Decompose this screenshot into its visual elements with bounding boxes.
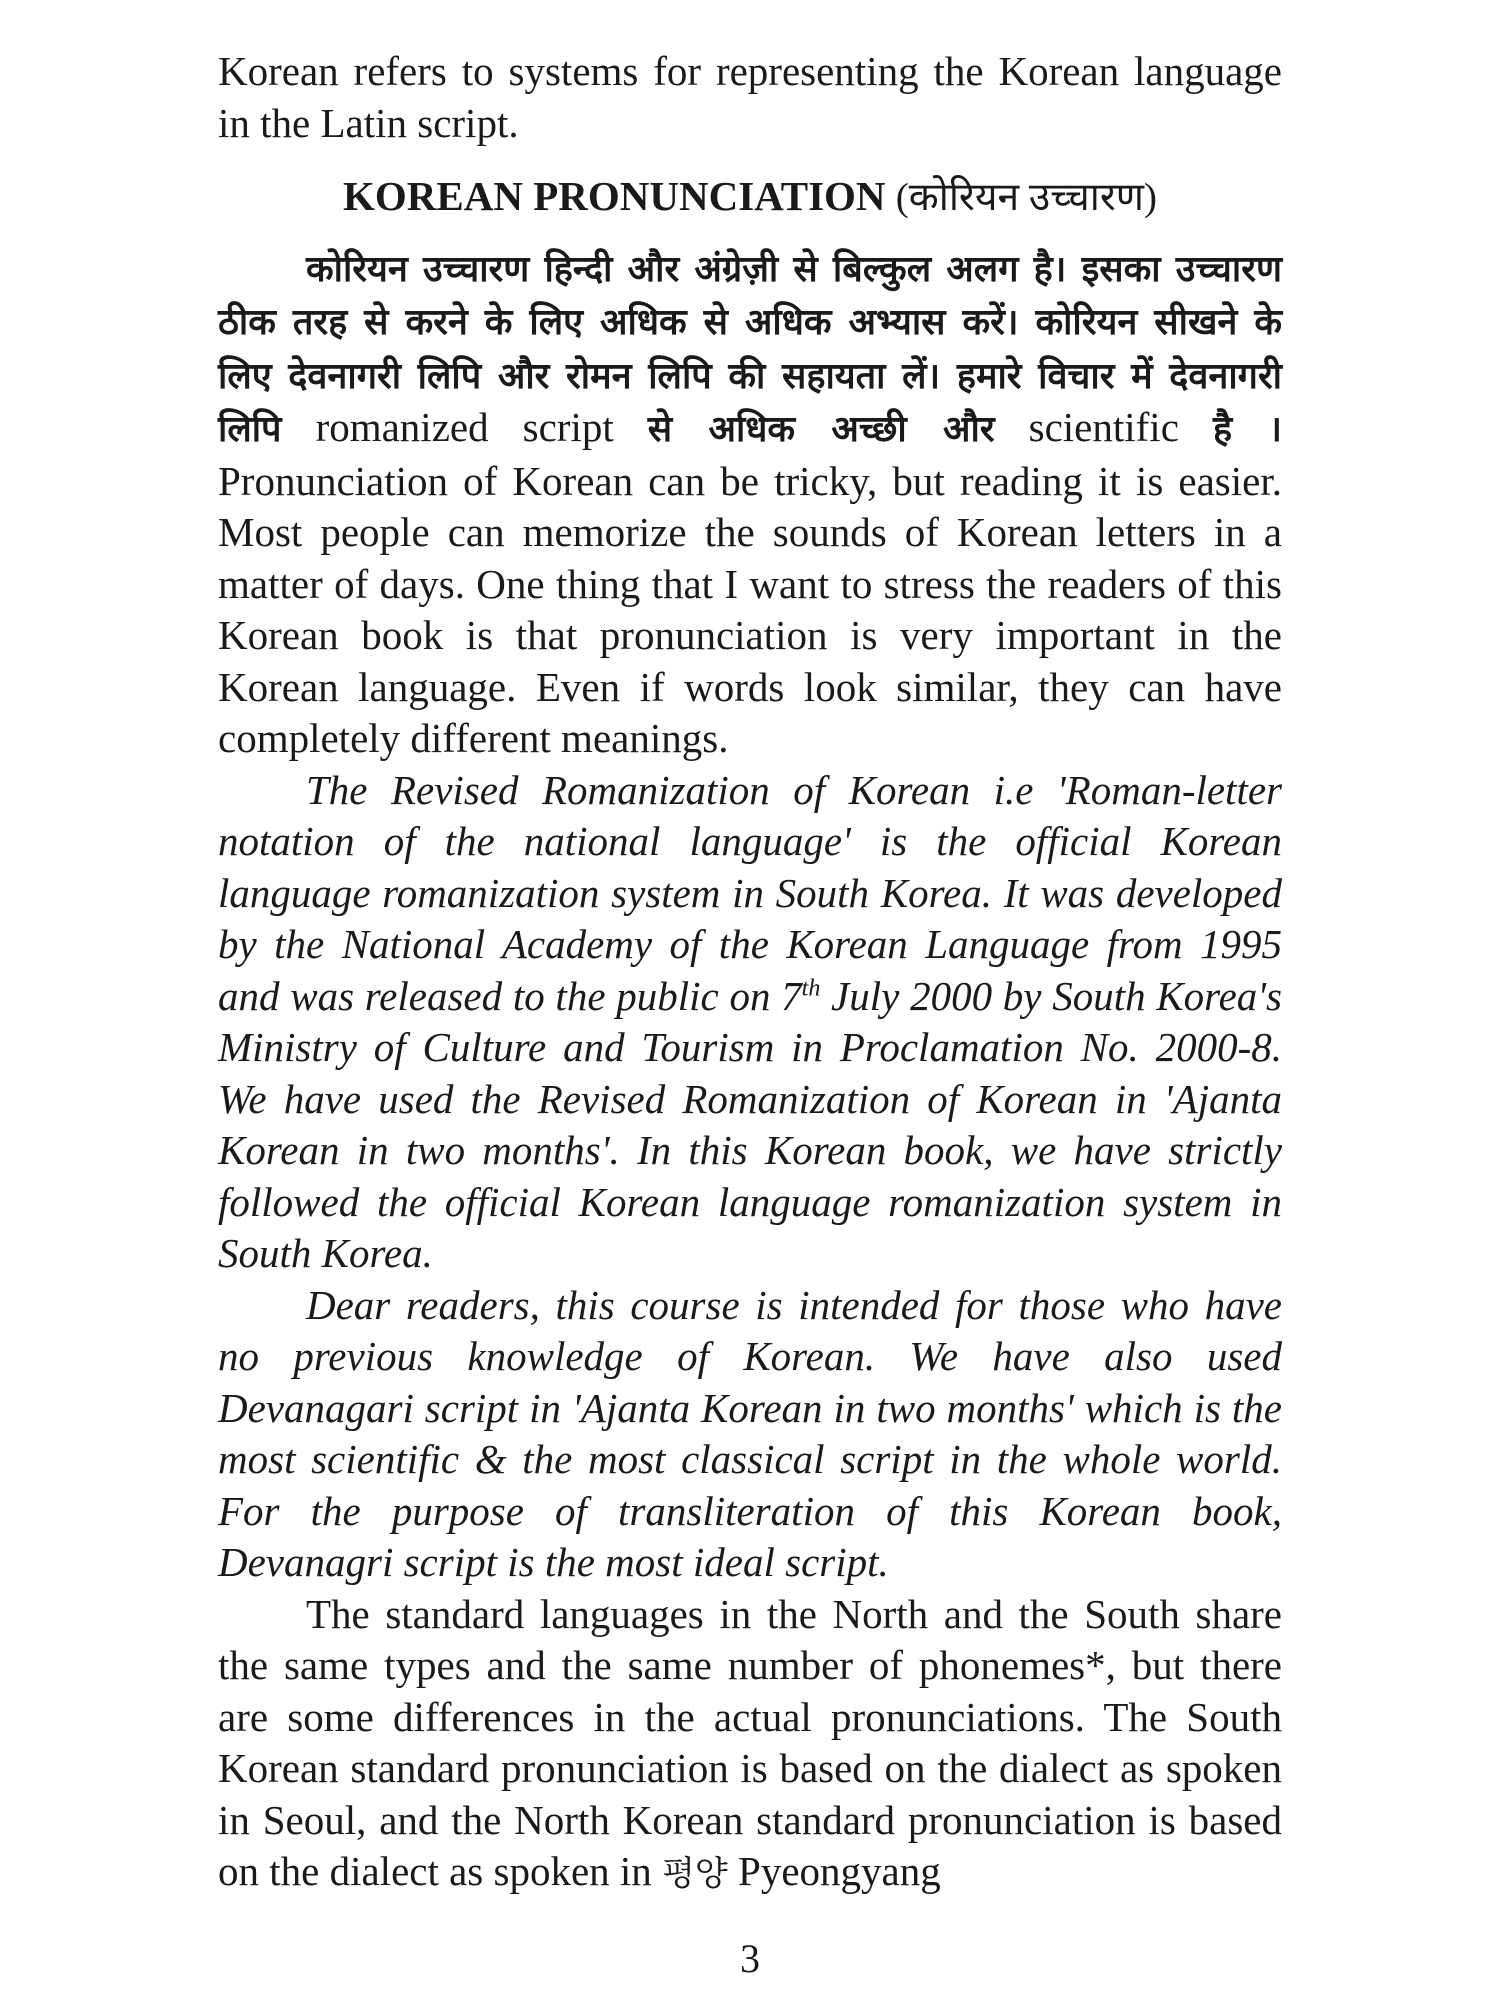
section-heading: [218, 171, 1282, 224]
hindi-text-3: है ।: [1212, 409, 1283, 450]
intro-paragraph: Korean refers to systems for representing the Korean language in the Latin script.: [218, 48, 1282, 146]
hindi-text-2: से अधिक अच्छी और: [647, 409, 995, 450]
scientific-text: scientific: [1028, 404, 1179, 450]
pyeongyang-text: Pyeongyang: [738, 1848, 941, 1894]
pronunciation-paragraph: [218, 242, 1282, 765]
hindi-text: कोरियन उच्चारण हिन्दी और अंग्रेज़ी से बिल्कुल अलग है। इसका उच्चारण ठीक तरह से करने के लिए अधिक से अधिक अभ्यास करें। कोरियन सीखने के लिए देवनागरी लिपि और रोमन लिपि की सहायता लें। हमारे विचार में देवनागरी लिपि: [218, 248, 1282, 450]
korean-word: 평양: [662, 1854, 728, 1894]
page-number: 3: [740, 1936, 760, 1981]
romanization-text-a: The Revised Romanization of Korean i.e 'Roman-letter notation of the national language' is the official Korean language romanization system in South Korea. It was developed by the National Academy of the Korean Language from 1995 and was released to the public on 7: [218, 766, 1282, 1019]
romanization-text-b: July 2000 by South Korea's Ministry of Culture and Tourism in Proclamation No. 2000-8. We have used the Revised Romanization of Korean in 'Ajanta Korean in two months'. In this Korean book, we have strictly followed the official Korean language romanization system in South Korea.: [218, 972, 1283, 1276]
standard-languages-paragraph: [218, 1589, 1282, 1901]
heading-hindi: (कोरियन उच्चारण): [895, 176, 1157, 219]
romanized-script-text: romanized script: [315, 404, 614, 450]
heading-title: KOREAN PRONUNCIATION: [343, 173, 886, 219]
romanization-paragraph: [218, 765, 1282, 1280]
readers-paragraph: Dear readers, this course is intended for those who have no previous knowledge of Korean. We have also used Devanagari script in 'Ajanta Korean in two months' which is the most scientific & the most classical script in the whole world. For the purpose of transliteration of this Korean book, Devanagri script is the most ideal script.: [218, 1281, 1282, 1585]
english-text: Pronunciation of Korean can be tricky, but reading it is easier. Most people can memorize the sounds of Korean letters in a matter of days. One thing that I want to stress the readers of this Korean book is that pronunciation is very important in the Korean language. Even if words look similar, they can have completely different meanings.: [218, 457, 1282, 761]
ordinal-suffix: th: [801, 974, 821, 1001]
standard-text: The standard languages in the North and the South share the same types and the same number of phonemes*, but there are some differences in the actual pronunciations. The South Korean standard pronunciation is based on the dialect as spoken in Seoul, and the North Korean standard pronunciation is based on the dialect as spoken in: [218, 1590, 1282, 1894]
page-body: [218, 46, 1282, 1901]
